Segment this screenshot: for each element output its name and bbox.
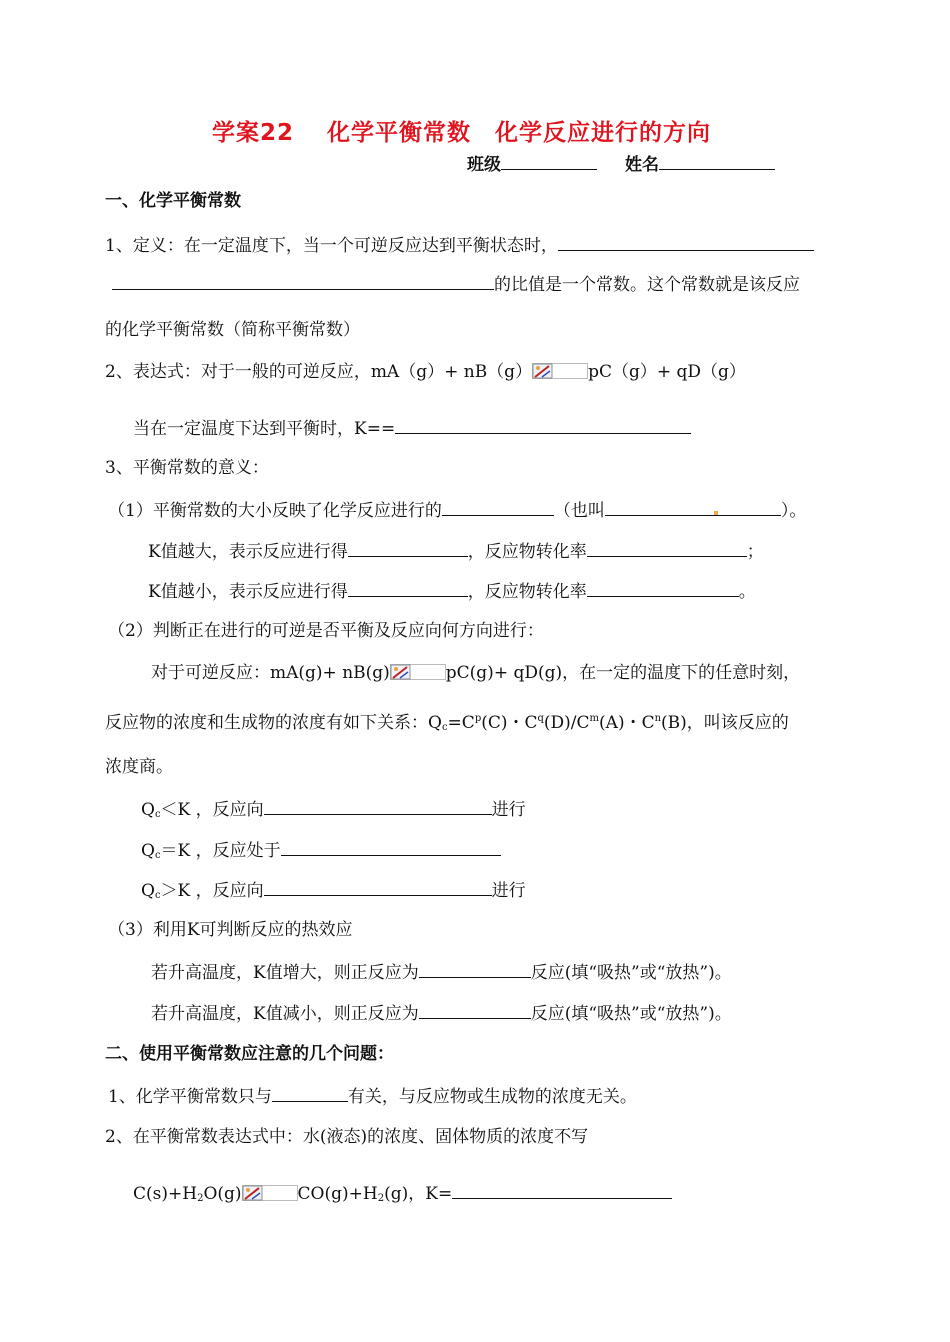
expression-products: pC（g）+ qD（g）	[588, 362, 746, 382]
reversible-products: pC(g)+ qD(g)，在一定的温度下的任意时刻，	[445, 663, 801, 683]
equilibrium-arrow-icon	[532, 363, 588, 379]
example-k-blank[interactable]	[452, 1181, 672, 1199]
k-large-end: ；	[746, 542, 764, 562]
qc-less-end: 进行	[491, 800, 526, 820]
definition-blank2[interactable]	[112, 272, 494, 290]
qc-greater-blank[interactable]	[264, 878, 492, 896]
heat-increase-line	[151, 960, 732, 984]
qc-less-text: ＜K ，反应向	[160, 800, 264, 820]
k-small-blank1[interactable]	[348, 579, 468, 597]
eq-text-c: CO(g)+H	[297, 1184, 378, 1204]
qc-less-q: Q	[141, 800, 155, 820]
concentration-end: 浓度商。	[105, 757, 173, 777]
meaning1-blank1[interactable]	[442, 498, 554, 516]
reversible-text: 对于可逆反应：mA(g)+ nB(g)	[151, 663, 390, 683]
note1-blank[interactable]	[272, 1084, 348, 1102]
qc-greater-q: Q	[141, 881, 155, 901]
k-large-conversion: ，反应物转化率	[467, 542, 587, 562]
conc-text-d: (C)・C	[481, 713, 538, 733]
k-small-blank2[interactable]	[587, 579, 739, 597]
definition-line2	[112, 272, 800, 296]
reversible-line	[151, 662, 800, 684]
eq-text-a: C(s)+H	[133, 1184, 198, 1204]
heat-decrease-blank[interactable]	[419, 1001, 531, 1019]
meaning1-blank2[interactable]	[605, 498, 781, 516]
qc-less-sub: c	[154, 809, 161, 820]
meaning3-heading: （3）利用K可判断反应的热效应	[108, 920, 353, 940]
class-label: 班级	[467, 155, 501, 175]
heat-decrease-text: 若升高温度，K值减小，则正反应为	[151, 1004, 419, 1024]
qc-equal-text: ＝K ，反应处于	[160, 841, 281, 861]
conc-text-f: (A)・C	[599, 713, 655, 733]
conc-sup-q: q	[537, 713, 544, 724]
heat-increase-end: 反应(填“吸热”或“放热”)。	[530, 963, 732, 983]
equilibrium-arrow-icon	[242, 1185, 298, 1201]
eq-text-b: O(g)	[203, 1184, 242, 1204]
note2-line: 2、在平衡常数表达式中：水(液态)的浓度、固体物质的浓度不写	[105, 1127, 589, 1147]
k-small-conversion: ，反应物转化率	[467, 582, 587, 602]
k-small-end: 。	[738, 582, 756, 602]
k-expression-line	[133, 416, 691, 440]
name-blank[interactable]	[659, 152, 775, 170]
definition-text2: 的比值是一个常数。这个常数就是该反应	[494, 275, 800, 295]
eq-text-d: (g)，K=	[384, 1184, 453, 1204]
note1-line	[108, 1084, 637, 1108]
k-blank[interactable]	[395, 416, 691, 434]
class-name-line	[467, 152, 775, 176]
qc-greater-sub: c	[154, 890, 161, 901]
example-equation-line	[133, 1181, 672, 1210]
k-large-blank2[interactable]	[587, 539, 747, 557]
stray-mark	[714, 511, 718, 515]
definition-text: 1、定义：在一定温度下，当一个可逆反应达到平衡状态时，	[105, 236, 558, 256]
k-large-line	[148, 539, 764, 563]
k-small-text: K值越小，表示反应进行得	[148, 582, 348, 602]
qc-greater-end: 进行	[491, 881, 526, 901]
conc-text-a: 反应物的浓度和生成物的浓度有如下关系：Q	[105, 713, 442, 733]
qc-less-line	[141, 797, 526, 826]
definition-blank1[interactable]	[558, 233, 814, 251]
conc-text-g: (B)，叫该反应的	[661, 713, 789, 733]
conc-sup-n: n	[654, 713, 662, 724]
definition-line1	[105, 233, 814, 257]
qc-equal-sub: c	[154, 850, 161, 861]
heat-increase-text: 若升高温度，K值增大，则正反应为	[151, 963, 419, 983]
section2-heading: 二、使用平衡常数应注意的几个问题：	[105, 1044, 394, 1064]
qc-greater-line	[141, 878, 526, 907]
document-title: 学案22 化学平衡常数 化学反应进行的方向	[212, 120, 712, 146]
k-small-line	[148, 579, 756, 603]
heat-decrease-end: 反应(填“吸热”或“放热”)。	[530, 1004, 732, 1024]
conc-sup-m: m	[589, 713, 600, 724]
eq-sub-2b: 2	[377, 1193, 385, 1204]
expression-line	[105, 361, 746, 383]
qc-equal-q: Q	[141, 841, 155, 861]
meaning1-aka: （也叫	[553, 501, 605, 521]
expression-text: 2、表达式：对于一般的可逆反应，mA（g）+ nB（g）	[105, 362, 533, 382]
section1-heading: 一、化学平衡常数	[105, 191, 241, 211]
meaning2-heading: （2）判断正在进行的可逆是否平衡及反应向何方向进行：	[108, 621, 544, 641]
class-blank[interactable]	[501, 152, 597, 170]
concentration-line	[105, 708, 789, 739]
definition-line3: 的化学平衡常数（简称平衡常数）	[105, 320, 360, 340]
name-label: 姓名	[625, 155, 659, 175]
qc-equal-line	[141, 838, 501, 867]
meaning1-end: ）。	[780, 501, 807, 521]
meaning-heading: 3、平衡常数的意义：	[105, 458, 269, 478]
k-large-blank1[interactable]	[348, 539, 468, 557]
note1-end: 有关，与反应物或生成物的浓度无关。	[347, 1087, 637, 1107]
conc-text-b: =C	[447, 713, 475, 733]
note1-text: 1、化学平衡常数只与	[108, 1087, 272, 1107]
qc-greater-text: ＞K ，反应向	[160, 881, 264, 901]
conc-text-e: (D)/C	[543, 713, 590, 733]
equilibrium-arrow-icon	[390, 664, 446, 680]
k-text: 当在一定温度下达到平衡时，K==	[133, 419, 396, 439]
heat-decrease-line	[151, 1001, 732, 1025]
k-large-text: K值越大，表示反应进行得	[148, 542, 348, 562]
eq-sub-2a: 2	[197, 1193, 204, 1204]
conc-sub-c: c	[441, 722, 448, 733]
conc-sup-p: p	[474, 713, 482, 724]
heat-increase-blank[interactable]	[419, 960, 531, 978]
meaning1-text: （1）平衡常数的大小反映了化学反应进行的	[108, 501, 442, 521]
meaning1-line	[108, 498, 806, 522]
qc-equal-blank[interactable]	[281, 838, 501, 856]
qc-less-blank[interactable]	[264, 797, 492, 815]
